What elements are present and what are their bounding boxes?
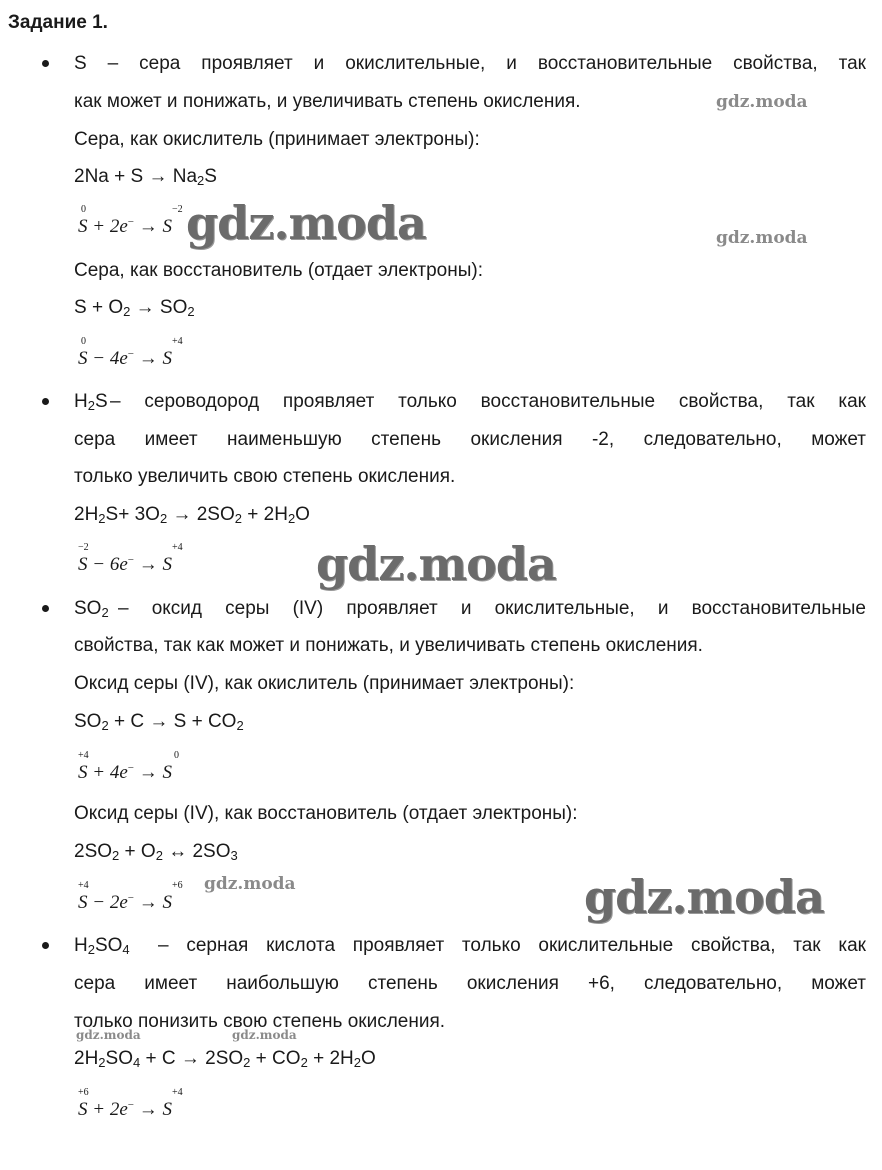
paragraph-line: свойства, так как может и понижать, и увеличивать степень окисления. (74, 635, 703, 656)
half-reaction: 0 −2 S + 2e− → S (78, 204, 183, 237)
paragraph-line: сера имеет наименьшую степень окисления -2, следовательно, может (74, 429, 866, 450)
oxidizer-label: Оксид серы (IV), как окислитель (принимает электроны): (74, 673, 575, 694)
equation: $SO_2 + C \to S + CO_2$ (74, 711, 244, 733)
bullet (42, 60, 49, 67)
half-reaction: −2 +4 S − 6e− → S (78, 542, 183, 575)
bullet (42, 398, 49, 405)
half-reaction: +4 +6 S − 2e− → S (78, 880, 183, 913)
reducer-label: Сера, как восстановитель (отдает электроны): (74, 260, 483, 281)
paragraph-line: только увеличить свою степень окисления. (74, 466, 456, 487)
reducer-label: Оксид серы (IV), как восстановитель (отдает электроны): (74, 803, 578, 824)
bullet (42, 942, 49, 949)
watermark: gdz.moda (76, 1028, 141, 1042)
half-reaction: +4 0 S + 4e− → S (78, 750, 179, 783)
equation: $2H_2SO_4 + C \to 2SO_2 + CO_2 + 2H_2O$ (74, 1048, 376, 1070)
watermark: gdz.moda (316, 537, 556, 591)
paragraph-line: как может и понижать, и увеличивать степень окисления. (74, 91, 581, 112)
oxidizer-label: Сера, как окислитель (принимает электроны): (74, 129, 480, 150)
watermark: gdz.moda (716, 92, 808, 112)
paragraph-line: S – сера проявляет и окислительные, и восстановительные свойства, так (74, 53, 866, 74)
formula: $SO_2$ (74, 598, 109, 620)
paragraph-line: сера имеет наибольшую степень окисления +6, следовательно, может (74, 973, 866, 994)
equation: $S + O_2 \to SO_2$ (74, 297, 195, 319)
bullet (42, 605, 49, 612)
watermark: gdz.moda (186, 196, 426, 250)
paragraph-line: – оксид серы (IV) проявляет и окислительные, и восстановительные (118, 598, 866, 619)
equation: $2Na + S \to Na_2S$ (74, 166, 217, 188)
paragraph-line: – серная кислота проявляет только окислительные свойства, так как (158, 935, 866, 956)
watermark: gdz.moda (204, 874, 296, 894)
half-reaction: +6 +4 S + 2e− → S (78, 1087, 183, 1120)
paragraph-line: – сероводород проявляет только восстановительные свойства, так как (110, 391, 866, 412)
half-reaction: 0 +4 S − 4e− → S (78, 336, 183, 369)
formula: $H_2S$ (74, 391, 108, 413)
watermark: gdz.moda (716, 228, 808, 248)
task-title: Задание 1. (8, 12, 108, 33)
equation: $2SO_2 + O_2$ ↔ $2SO_3$ (74, 841, 238, 863)
watermark: gdz.moda (584, 870, 824, 924)
formula: $H_2SO_4$ (74, 935, 130, 957)
watermark: gdz.moda (232, 1028, 297, 1042)
paragraph-line: только понизить свою степень окисления. (74, 1011, 446, 1032)
equation: $2H_2S+ 3O_2 \to 2SO_2 + 2H_2O$ (74, 504, 310, 526)
